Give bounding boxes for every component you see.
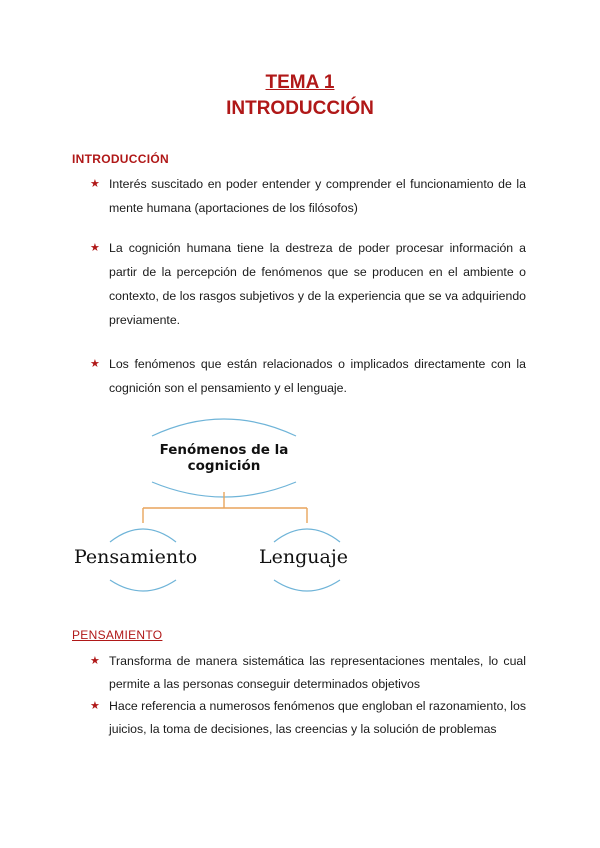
star-icon: ★ [90,700,100,712]
star-icon: ★ [90,242,100,254]
diagram-node-lenguaje: Lenguaje [259,546,348,568]
bullet-item: ★ Interés suscitado en poder entender y comprender el funcionamiento de la mente humana (aportaciones de los filósofos) [90,172,526,220]
star-icon: ★ [90,655,100,667]
title-tema: TEMA 1 [265,72,335,93]
star-icon: ★ [90,178,100,190]
section-heading-pensamiento: PENSAMIENTO [72,628,163,642]
star-icon: ★ [90,358,100,370]
diagram-node-pensamiento: Pensamiento [74,546,198,568]
diagram-root-node: Fenómenos de la cognición [159,442,289,474]
section-heading-introduccion: INTRODUCCIÓN [72,152,169,166]
title-introduccion: INTRODUCCIÓN [226,98,374,119]
bullet-item: ★ La cognición humana tiene la destreza de poder procesar información a partir de la percepción de fenómenos que se producen en el ambiente o contexto, de los rasgos subjetivos y de la experiencia que se va adquiriendo previamente. [90,236,526,332]
cognition-diagram [60,408,380,608]
diagram-connectors [60,408,380,608]
bullet-item: ★ Los fenómenos que están relacionados o implicados directamente con la cognición son el pensamiento y el lenguaje. [90,352,526,400]
bullet-item: ★ Hace referencia a numerosos fenómenos que engloban el razonamiento, los juicios, la toma de decisiones, las creencias y la solución de problemas [90,695,526,741]
bullet-item: ★ Transforma de manera sistemática las representaciones mentales, lo cual permite a las personas conseguir determinados objetivos [90,650,526,696]
